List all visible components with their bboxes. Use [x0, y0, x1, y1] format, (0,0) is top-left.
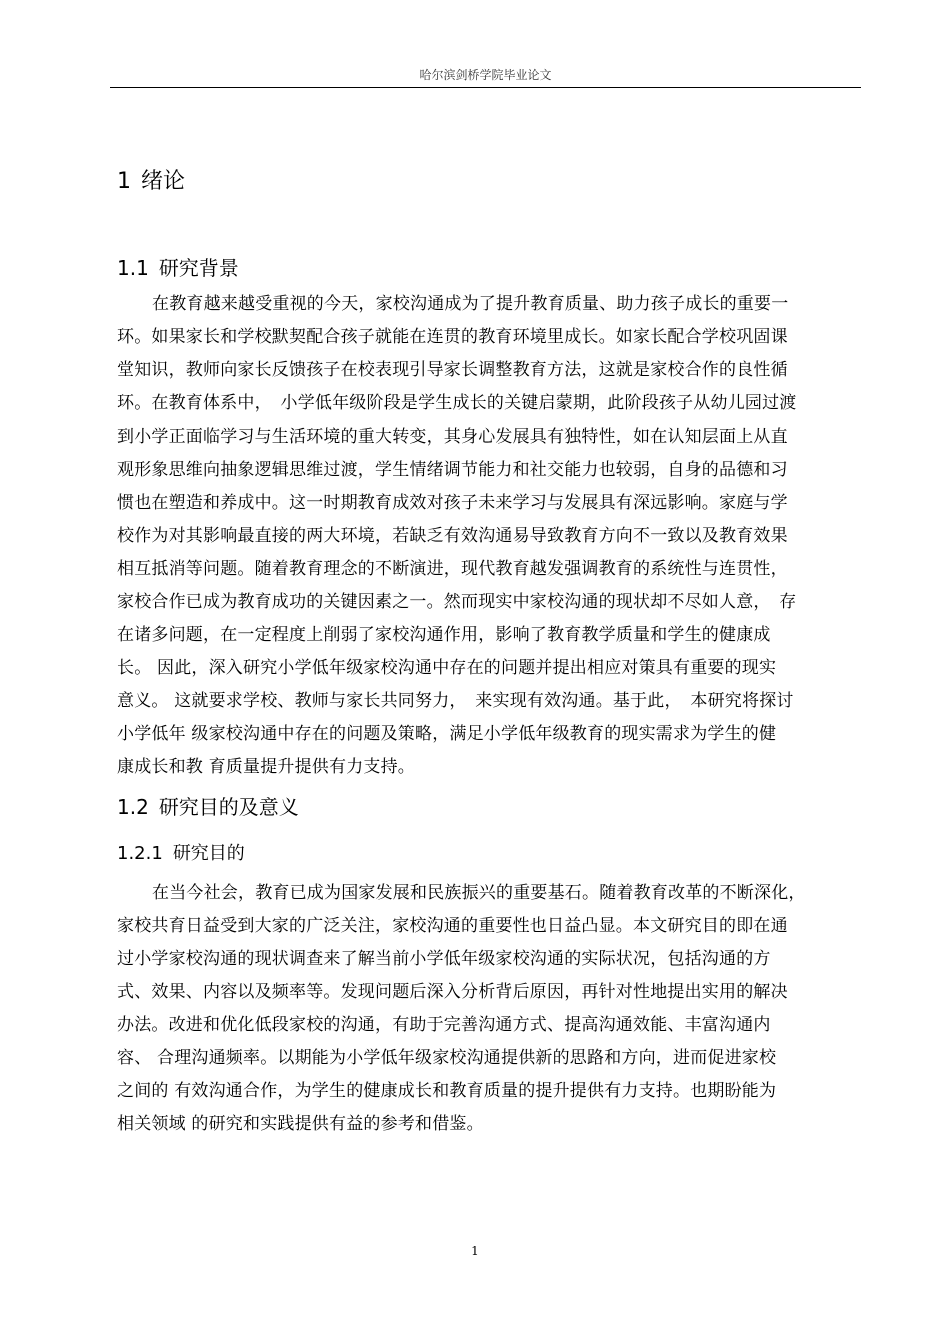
paragraph-line: 在当今社会，教育已成为国家发展和民族振兴的重要基石。随着教育改革的不断深化， [152, 883, 806, 903]
subsection-title: 研究目的 [172, 843, 245, 864]
page-header-title: 哈尔滨剑桥学院毕业论文 [419, 68, 552, 82]
paragraph-line: 校作为对其影响最直接的两大环境，若缺乏有效沟通易导致教育方向不一致以及教育效果 [117, 526, 788, 546]
section-number: 1.1 [117, 256, 149, 280]
chapter-title: 绪论 [141, 169, 186, 194]
chapter-number: 1 [117, 169, 131, 194]
page-number: 1 [471, 1244, 479, 1258]
section-1-2-heading [117, 791, 299, 820]
paragraph-line: 容、 合理沟通频率。以期能为小学低年级家校沟通提供新的思路和方向，进而促进家校 [117, 1048, 777, 1068]
paragraph-line: 堂知识，教师向家长反馈孩子在校表现引导家长调整教育方法，这就是家校合作的良性循 [117, 360, 788, 380]
section-number: 1.2 [117, 795, 149, 819]
paragraph-line: 在教育越来越受重视的今天，家校沟通成为了提升教育质量、助力孩子成长的重要一 [152, 294, 789, 314]
paragraph-line: 观形象思维向抽象逻辑思维过渡，学生情绪调节能力和社交能力也较弱，自身的品德和习 [117, 460, 788, 480]
paragraph-line: 之间的 有效沟通合作，为学生的健康成长和教育质量的提升提供有力支持。也期盼能为 [117, 1081, 777, 1101]
paragraph-line: 意义。 这就要求学校、教师与家长共同努力， 来实现有效沟通。基于此， 本研究将探讨 [117, 691, 794, 711]
paragraph-line: 长。 因此，深入研究小学低年级家校沟通中存在的问题并提出相应对策具有重要的现实 [117, 658, 777, 678]
paragraph-line: 相关领域 的研究和实践提供有益的参考和借鉴。 [117, 1114, 484, 1134]
paragraph-line: 在诸多问题，在一定程度上削弱了家校沟通作用，影响了教育教学质量和学生的健康成 [117, 625, 771, 645]
paragraph-line: 到小学正面临学习与生活环境的重大转变，其身心发展具有独特性，如在认知层面上从直 [117, 427, 788, 447]
paragraph-line: 环。如果家长和学校默契配合孩子就能在连贯的教育环境里成长。如家长配合学校巩固课 [117, 327, 788, 347]
paragraph-line: 环。在教育体系中， 小学低年级阶段是学生成长的关键启蒙期，此阶段孩子从幼儿园过渡 [117, 393, 797, 413]
paragraph-line: 办法。改进和优化低段家校的沟通，有助于完善沟通方式、提高沟通效能、丰富沟通内 [117, 1015, 771, 1035]
paragraph-line: 家校合作已成为教育成功的关键因素之一。然而现实中家校沟通的现状却不尽如人意， 存 [117, 592, 797, 612]
subsection-number: 1.2.1 [117, 843, 163, 864]
paragraph-line: 家校共育日益受到大家的广泛关注，家校沟通的重要性也日益凸显。本文研究目的即在通 [117, 916, 788, 936]
paragraph-line: 小学低年 级家校沟通中存在的问题及策略，满足小学低年级教育的现实需求为学生的健 [117, 724, 777, 744]
paragraph-line: 式、效果、内容以及频率等。发现问题后深入分析背后原因，再针对性地提出实用的解决 [117, 982, 788, 1002]
paragraph-line: 相互抵消等问题。随着教育理念的不断演进，现代教育越发强调教育的系统性与连贯性， [117, 559, 788, 579]
subsection-1-2-1-heading [117, 839, 245, 865]
header-divider [110, 87, 861, 88]
section-1-1-heading [117, 252, 239, 281]
paragraph-line: 过小学家校沟通的现状调查来了解当前小学低年级家校沟通的实际状况，包括沟通的方 [117, 949, 771, 969]
section-title: 研究背景 [158, 256, 239, 280]
chapter-heading [117, 164, 185, 195]
section-title: 研究目的及意义 [158, 795, 299, 819]
paragraph-line: 惯也在塑造和养成中。这一时期教育成效对孩子未来学习与发展具有深远影响。家庭与学 [117, 493, 788, 513]
paragraph-line: 康成长和教 育质量提升提供有力支持。 [117, 757, 416, 777]
